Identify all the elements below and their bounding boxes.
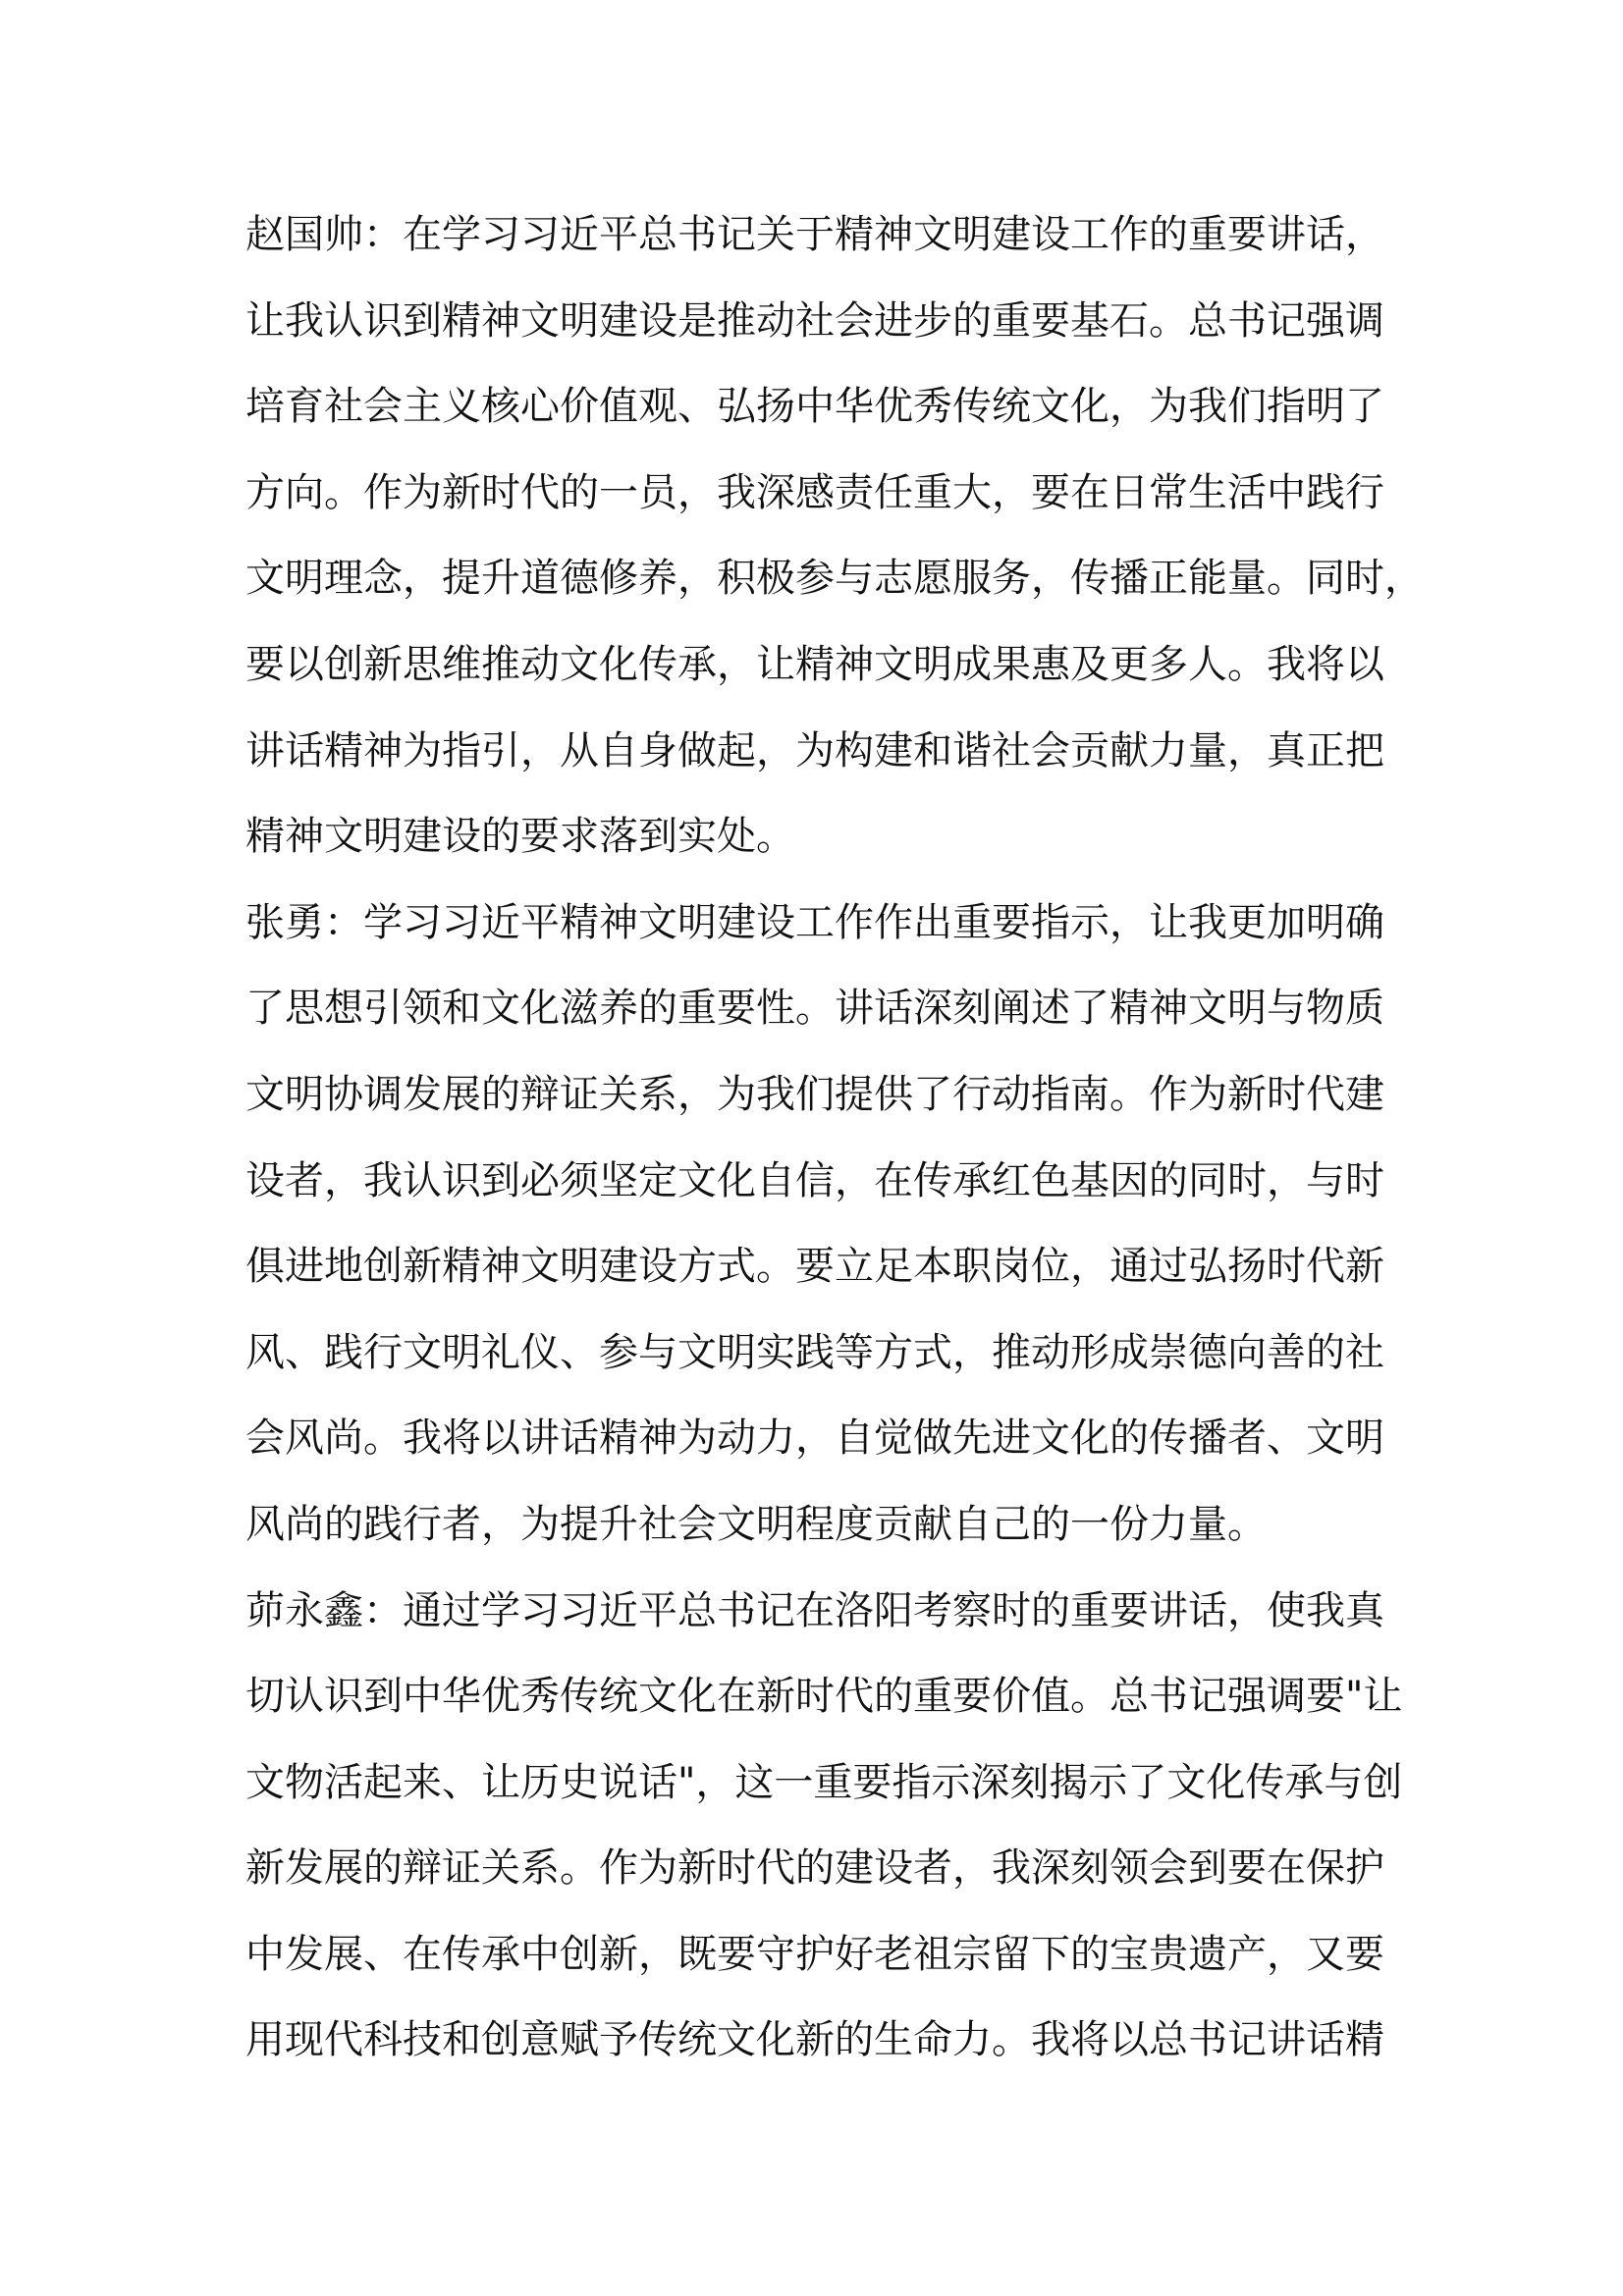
text-line: 用现代科技和创意赋予传统文化新的生命力。我将以总书记讲话精 xyxy=(245,2017,1384,2063)
text-line: 文明理念，提升道德修养，积极参与志愿服务，传播正能量。同时， xyxy=(245,556,1424,602)
text-line: 设者，我认识到必须坚定文化自信，在传承红色基因的同时，与时 xyxy=(245,1157,1384,1203)
text-line: 赵国帅：在学习习近平总书记关于精神文明建设工作的重要讲话， xyxy=(245,212,1384,257)
text-line: 俱进地创新精神文明建设方式。要立足本职岗位，通过弘扬时代新 xyxy=(245,1244,1384,1290)
text-line: 文明协调发展的辩证关系，为我们提供了行动指南。作为新时代建 xyxy=(245,1071,1384,1117)
text-line: 风尚的践行者，为提升社会文明程度贡献自己的一份力量。 xyxy=(245,1501,1267,1547)
text-line: 精神文明建设的要求落到实处。 xyxy=(245,814,795,860)
text-line: 了思想引领和文化滋养的重要性。讲话深刻阐述了精神文明与物质 xyxy=(245,986,1384,1032)
text-line: 中发展、在传承中创新，既要守护好老祖宗留下的宝贵遗产，又要 xyxy=(245,1931,1384,1977)
text-line: 要以创新思维推动文化传承，让精神文明成果惠及更多人。我将以 xyxy=(245,641,1384,687)
text-line: 茆永鑫：通过学习习近平总书记在洛阳考察时的重要讲话，使我真 xyxy=(245,1587,1384,1633)
text-line: 让我认识到精神文明建设是推动社会进步的重要基石。总书记强调 xyxy=(245,297,1384,344)
text-line: 方向。作为新时代的一员，我深感责任重大，要在日常生活中践行 xyxy=(245,469,1384,515)
text-line: 新发展的辩证关系。作为新时代的建设者，我深刻领会到要在保护 xyxy=(245,1845,1384,1892)
paragraph-mao-yongxin xyxy=(245,1569,1403,2085)
paragraph-zhang-yong xyxy=(245,881,1394,1569)
text-line: 张勇：学习习近平精神文明建设工作作出重要指示，让我更加明确 xyxy=(245,899,1384,945)
text-line: 讲话精神为指引，从自身做起，为构建和谐社会贡献力量，真正把 xyxy=(245,727,1384,774)
text-line: 会风尚。我将以讲话精神为动力，自觉做先进文化的传播者、文明 xyxy=(245,1415,1384,1462)
document-body xyxy=(245,192,1424,2084)
paragraph-zhao-guoshuai xyxy=(245,192,1424,881)
text-line: 风、践行文明礼仪、参与文明实践等方式，推动形成崇德向善的社 xyxy=(245,1329,1384,1375)
text-line: 切认识到中华优秀传统文化在新时代的重要价值。总书记强调要"让 xyxy=(245,1674,1403,1720)
text-line: 文物活起来、让历史说话"，这一重要指示深刻揭示了文化传承与创 xyxy=(245,1759,1403,1805)
text-line: 培育社会主义核心价值观、弘扬中华优秀传统文化，为我们指明了 xyxy=(245,384,1384,430)
